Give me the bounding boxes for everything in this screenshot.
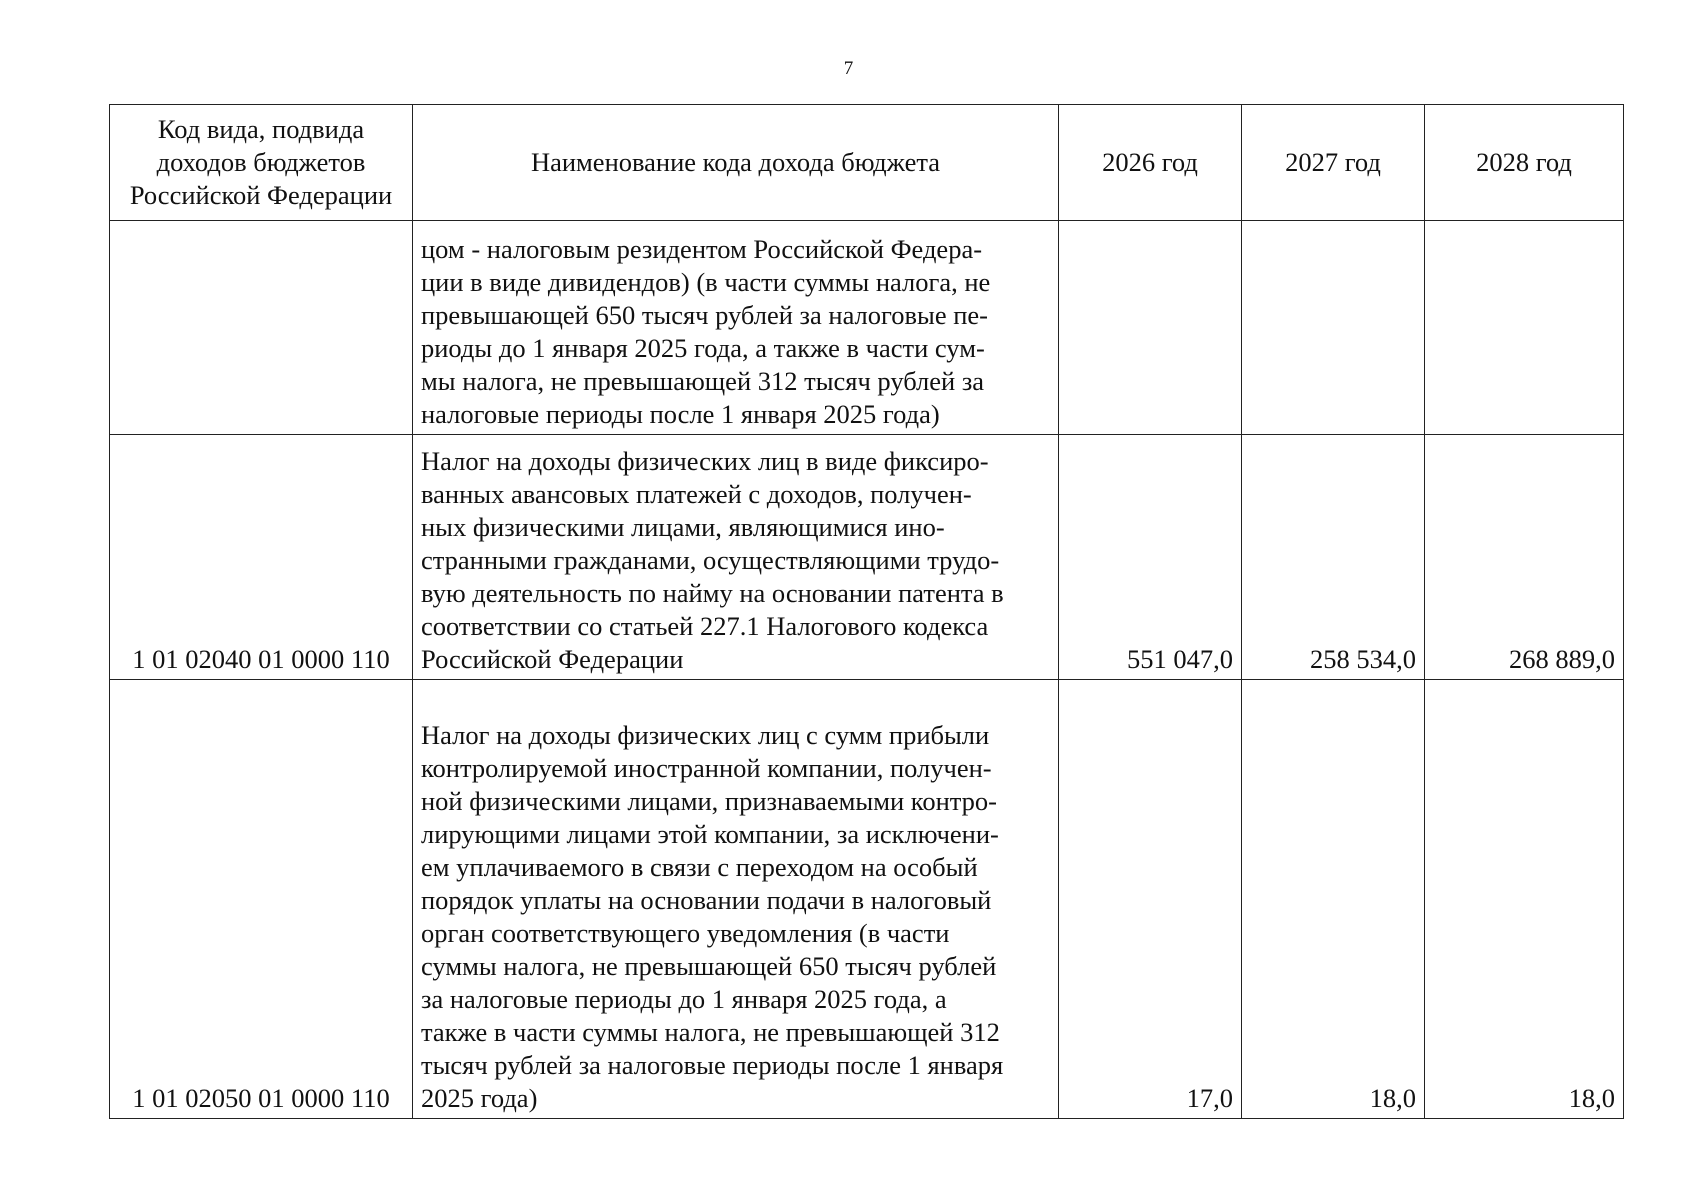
row-name-line: Налог на доходы физических лиц с сумм прибыли xyxy=(421,720,990,750)
row-value-2026: 551 047,0 xyxy=(1059,435,1242,680)
row-value-2026: 17,0 xyxy=(1059,680,1242,1119)
row-value-2027: 18,0 xyxy=(1242,680,1425,1119)
row-name-line: за налоговые периоды до 1 января 2025 года, а xyxy=(421,984,947,1014)
row-name-line: мы налога, не превышающей 312 тысяч рублей за xyxy=(421,366,985,396)
header-year-2027: 2027 год xyxy=(1242,105,1425,221)
header-year-2028: 2028 год xyxy=(1425,105,1624,221)
row-name-line: ванных авансовых платежей с доходов, получен- xyxy=(421,479,972,509)
row-name-line: вую деятельность по найму на основании патента в xyxy=(421,578,1004,608)
row-name-line: риоды до 1 января 2025 года, а также в части сум- xyxy=(421,333,985,363)
table-row xyxy=(110,221,1624,435)
row-name-line: Российской Федерации xyxy=(421,644,684,674)
row-code: 1 01 02040 01 0000 110 xyxy=(110,435,413,680)
row-name-line: тысяч рублей за налоговые периоды после 1 января xyxy=(421,1050,1004,1080)
row-value-2028: 18,0 xyxy=(1425,680,1624,1119)
row-name-line: соответствии со статьей 227.1 Налогового кодекса xyxy=(421,611,989,641)
header-code-line: доходов бюджетов xyxy=(156,147,366,177)
row-name xyxy=(413,435,1059,680)
budget-revenue-table xyxy=(109,104,1624,1119)
row-name xyxy=(413,680,1059,1119)
row-value-2028 xyxy=(1425,221,1624,435)
row-name xyxy=(413,221,1059,435)
row-name-line: странными гражданами, осуществляющими трудо- xyxy=(421,545,1000,575)
page-number: 7 xyxy=(843,58,854,79)
row-name-line: лирующими лицами этой компании, за исключени- xyxy=(421,819,999,849)
header-code xyxy=(110,105,413,221)
row-name-line: орган соответствующего уведомления (в части xyxy=(421,918,950,948)
row-name-line: ных физическими лицами, являющимися ино- xyxy=(421,512,945,542)
header-code-line: Российской Федерации xyxy=(129,180,393,210)
header-name: Наименование кода дохода бюджета xyxy=(413,105,1059,221)
row-name-line: ной физическими лицами, признаваемыми контро- xyxy=(421,786,997,816)
row-value-2027: 258 534,0 xyxy=(1242,435,1425,680)
row-value-2028: 268 889,0 xyxy=(1425,435,1624,680)
row-name-line: также в части суммы налога, не превышающей 312 xyxy=(421,1017,1000,1047)
row-value-2027 xyxy=(1242,221,1425,435)
row-name-line: цом - налоговым резидентом Российской Федера- xyxy=(421,234,983,264)
row-code xyxy=(110,221,413,435)
table-header-row xyxy=(110,105,1624,221)
row-name-line: контролируемой иностранной компании, получен- xyxy=(421,753,992,783)
table-row xyxy=(110,680,1624,1119)
header-code-line: Код вида, подвида xyxy=(157,114,365,144)
row-code: 1 01 02050 01 0000 110 xyxy=(110,680,413,1119)
row-name-line: порядок уплаты на основании подачи в налоговый xyxy=(421,885,992,915)
header-year-2026: 2026 год xyxy=(1059,105,1242,221)
row-name-line: ции в виде дивидендов) (в части суммы налога, не xyxy=(421,267,991,297)
row-name-line: ем уплачиваемого в связи с переходом на особый xyxy=(421,852,978,882)
row-name-line: Налог на доходы физических лиц в виде фиксиро- xyxy=(421,446,989,476)
row-name-line: суммы налога, не превышающей 650 тысяч рублей xyxy=(421,951,997,981)
row-value-2026 xyxy=(1059,221,1242,435)
row-name-line: налоговые периоды после 1 января 2025 года) xyxy=(421,399,940,429)
row-name-line: 2025 года) xyxy=(421,1083,538,1113)
table-row xyxy=(110,435,1624,680)
row-name-line: превышающей 650 тысяч рублей за налоговые пе- xyxy=(421,300,988,330)
